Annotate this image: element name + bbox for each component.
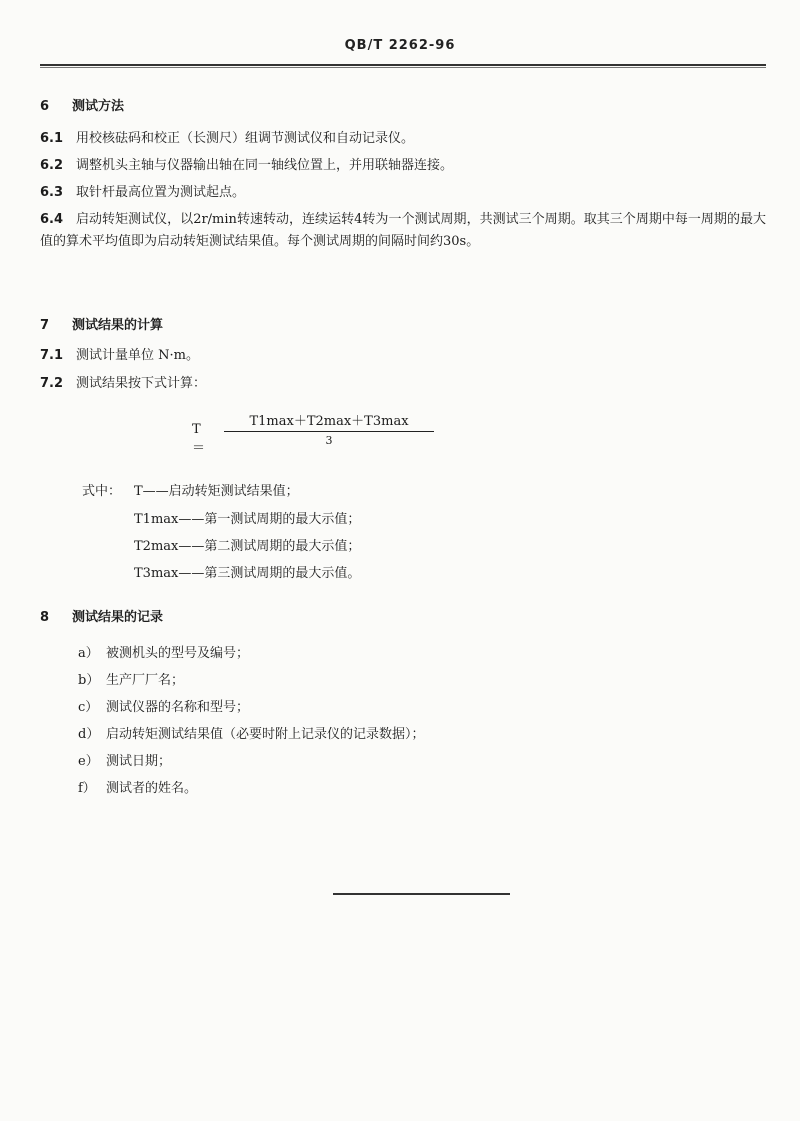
list-item-text: 启动转矩测试结果值（必要时附上记录仪的记录数据）； (106, 727, 425, 742)
list-item (78, 723, 425, 742)
header-rule-thin (40, 67, 766, 68)
where-item: T——启动转矩测试结果值； (134, 484, 299, 499)
clause-7-1 (40, 345, 766, 367)
page-header: QB/T 2262-96 (344, 38, 456, 53)
clause-number: 7.1 (40, 348, 64, 363)
clause-text: 取针杆最高位置为测试起点。 (76, 185, 246, 200)
list-item-label: c） (78, 700, 99, 715)
section-7-heading (40, 314, 163, 333)
section-title: 测试方法 (72, 99, 125, 114)
clause-6-3 (40, 182, 766, 204)
end-rule (333, 893, 510, 895)
list-item-text: 测试日期； (106, 754, 172, 769)
list-item-label: e） (78, 754, 99, 769)
clause-7-2 (40, 373, 766, 395)
list-item-label: d） (78, 727, 100, 742)
list-item (78, 750, 171, 769)
section-number: 8 (40, 610, 50, 625)
section-8-heading (40, 606, 163, 625)
list-item-text: 测试仪器的名称和型号； (106, 700, 250, 715)
clause-number: 6.3 (40, 185, 64, 200)
where-item: T2max——第二测试周期的最大示值； (134, 539, 361, 554)
section-number: 7 (40, 318, 50, 333)
clause-number: 7.2 (40, 376, 64, 391)
clause-text: 用校核砝码和校正（长测尺）组调节测试仪和自动记录仪。 (76, 131, 415, 146)
where-item: T1max——第一测试周期的最大示值； (134, 512, 361, 527)
formula-numerator: T1max＋T2max＋T3max (224, 410, 434, 432)
section-6-heading (40, 95, 124, 114)
list-item-text: 生产厂厂名； (106, 673, 185, 688)
where-item: T3max——第三测试周期的最大示值。 (134, 566, 361, 581)
list-item (78, 777, 197, 796)
clause-text: 启动转矩测试仪，以2r/min转速转动，连续运转4转为一个测试周期，共测试三个周期。取其三个周期中每一周期的最大值的算术平均值即为启动转矩测试结果值。每个测试周期的间隔时间约30s。 (40, 212, 766, 249)
list-item-label: f） (78, 781, 96, 796)
formula-fraction (224, 410, 434, 447)
section-title: 测试结果的计算 (72, 318, 164, 333)
list-item (78, 696, 249, 715)
list-item-text: 被测机头的型号及编号； (106, 646, 250, 661)
clause-6-4 (40, 209, 766, 253)
clause-text: 测试结果按下式计算： (76, 376, 207, 391)
clause-number: 6.1 (40, 131, 64, 146)
clause-text: 调整机头主轴与仪器输出轴在同一轴线位置上，并用联轴器连接。 (76, 158, 454, 173)
clause-6-2 (40, 155, 766, 177)
list-item-text: 测试者的姓名。 (106, 781, 198, 796)
list-item-label: b） (78, 673, 100, 688)
where-label: 式中： (82, 484, 122, 499)
section-number: 6 (40, 99, 50, 114)
list-item (78, 642, 249, 661)
list-item-label: a） (78, 646, 99, 661)
clause-number: 6.4 (40, 212, 64, 227)
clause-number: 6.2 (40, 158, 64, 173)
clause-6-1 (40, 128, 766, 150)
formula-denominator: 3 (325, 434, 333, 447)
header-rule (40, 64, 766, 66)
clause-text: 测试计量单位 N·m。 (76, 348, 199, 363)
list-item (78, 669, 184, 688)
formula-lhs: T＝ (192, 422, 206, 456)
section-title: 测试结果的记录 (72, 610, 164, 625)
